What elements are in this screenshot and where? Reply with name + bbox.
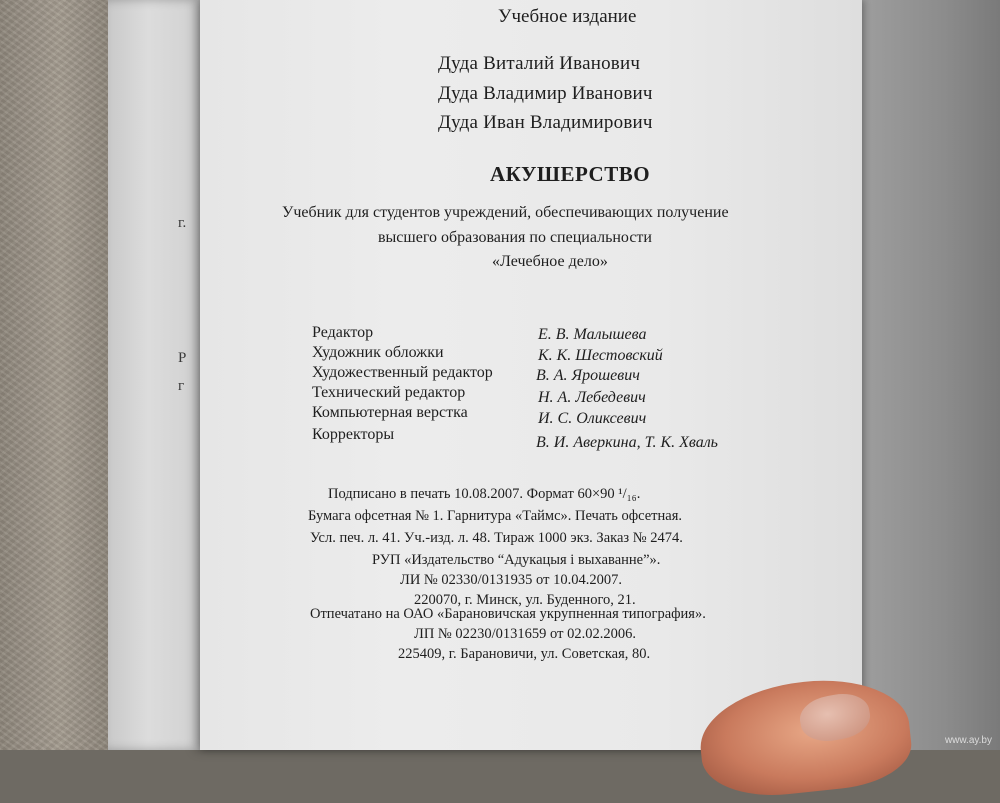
left-page-fragment: г [178,378,185,394]
credit-role: Художник обложки [312,344,444,361]
credit-role: Компьютерная верстка [312,404,468,421]
credit-person: К. К. Шестовский [538,347,663,364]
print-info-line: Усл. печ. л. 41. Уч.-изд. л. 48. Тираж 1000 экз. Заказ № 2474. [310,530,683,546]
background-fabric [0,0,120,750]
credit-role: Корректоры [312,426,395,443]
credit-role: Технический редактор [312,384,466,401]
publisher-line: 220070, г. Минск, ул. Буденного, 21. [414,592,636,608]
book-page [200,0,862,750]
credit-person: Н. А. Лебедевич [538,389,646,406]
credit-person: И. С. Оликсевич [538,410,647,427]
printer-line: Отпечатано на ОАО «Барановичская укрупненная типография». [310,606,706,622]
left-page-fragment: Р [178,350,187,366]
publisher-line: РУП «Издательство “Адукацыя і выхаванне”». [372,552,661,568]
publisher-line: ЛИ № 02330/0131935 от 10.04.2007. [400,572,622,588]
credit-person: В. А. Ярошевич [536,367,640,384]
author: Дуда Виталий Иванович [438,53,641,74]
author: Дуда Владимир Иванович [438,83,653,104]
subtitle-line: высшего образования по специальности [378,229,652,246]
left-underlying-page [108,0,208,750]
watermark: www.ay.by [944,735,992,746]
credit-role: Художественный редактор [312,364,493,381]
credit-role: Редактор [312,324,374,341]
subtitle-line: «Лечебное дело» [492,253,608,270]
left-page-fragment: г. [178,215,187,231]
print-info-line: Бумага офсетная № 1. Гарнитура «Таймс». Печать офсетная. [308,508,683,524]
book-title: АКУШЕРСТВО [490,162,651,186]
credit-person: В. И. Аверкина, Т. К. Хваль [536,434,718,451]
printer-line: ЛП № 02230/0131659 от 02.02.2006. [414,626,636,642]
credit-person: Е. В. Малышева [538,326,647,343]
printer-line: 225409, г. Барановичи, ул. Советская, 80. [398,646,651,662]
edition-type: Учебное издание [498,6,637,27]
right-background [860,0,1000,750]
author: Дуда Иван Владимирович [438,112,653,133]
subtitle-line: Учебник для студентов учреждений, обеспечивающих получение [282,204,729,221]
print-info-line: Подписано в печать 10.08.2007. Формат 60×90 ¹/₁₆. [328,486,641,502]
